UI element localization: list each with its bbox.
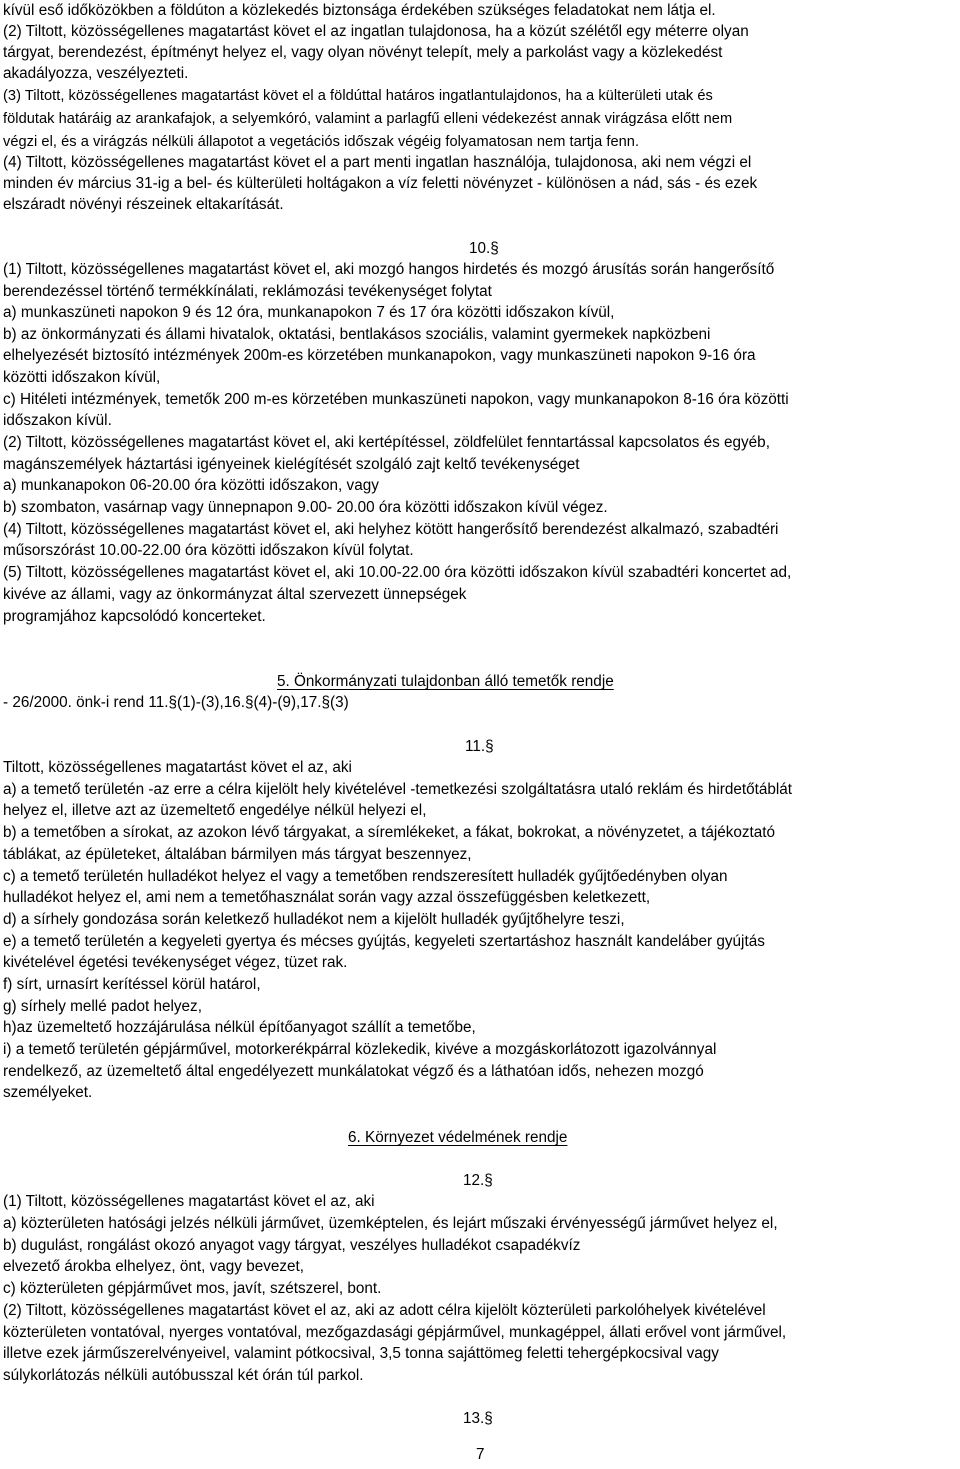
text-line: közterületen vontatóval, nyerges vontatóval, mezőgazdasági gépjárművel, munkagéppel, állati erővel vont járművel, bbox=[3, 1324, 787, 1341]
text-line: programjához kapcsolódó koncerteket. bbox=[3, 608, 266, 625]
text-line: b) az önkormányzati és állami hivatalok, oktatási, bentlakásos szociális, valamint gyermekek napközbeni bbox=[3, 326, 711, 343]
text-line: - 26/2000. önk-i rend 11.§(1)-(3),16.§(4)-(9),17.§(3) bbox=[3, 694, 349, 711]
text-line: (2) Tiltott, közösségellenes magatartást követ el az ingatlan tulajdonosa, ha a közút szélétől egy méterre olyan bbox=[3, 23, 749, 40]
text-line: (2) Tiltott, közösségellenes magatartást követ el az, aki az adott célra kijelölt közterületi parkolóhelyek kivételével bbox=[3, 1302, 766, 1319]
text-line: kivételével égetési tevékenységet végez, tüzet rak. bbox=[3, 954, 348, 971]
text-line: d) a sírhely gondozása során keletkező hulladékot nem a kijelölt hulladék gyűjtőhelyre teszi, bbox=[3, 911, 625, 928]
text-line: c) a temető területén hulladékot helyez el vagy a temetőben rendszeresített hulladék gyűjtőedényben olyan bbox=[3, 868, 728, 885]
text-line: földutak határáig az arankafajok, a selyemkóró, valamint a parlagfű elleni védekezést annak virágzása előtt nem bbox=[3, 111, 733, 127]
text-line: elhelyezését biztosító intézmények 200m-es körzetében munkanapokon, vagy munkaszüneti napokon 9-16 óra bbox=[3, 347, 756, 364]
text-line: illetve ezek járműszerelvényeivel, valamint pótkocsival, 3,5 tonna sajáttömeg feletti tehergépkocsival vagy bbox=[3, 1345, 719, 1362]
text-line: (2) Tiltott, közösségellenes magatartást követ el, aki kertépítéssel, zöldfelület fenntartással kapcsolatos és egyéb, bbox=[3, 434, 770, 451]
text-line: táblákat, az épületeket, általában bármilyen más tárgyat beszennyez, bbox=[3, 846, 472, 863]
section-number-10: 10.§ bbox=[469, 240, 499, 257]
text-line: a) munkanapokon 06-20.00 óra közötti időszakon, vagy bbox=[3, 477, 379, 494]
text-line: Tiltott, közösségellenes magatartást követ el az, aki bbox=[3, 759, 352, 776]
text-line: e) a temető területén a kegyeleti gyertya és mécses gyújtás, kegyeleti szertartáshoz használt kandeláber gyújtás bbox=[3, 933, 765, 950]
text-line: kivéve az állami, vagy az önkormányzat által szervezett ünnepségek bbox=[3, 586, 467, 603]
text-line: magánszemélyek háztartási igényeinek kielégítését szolgáló zajt keltő tevékenységet bbox=[3, 456, 580, 473]
text-line: műsorszórást 10.00-22.00 óra közötti időszakon kívül folytat. bbox=[3, 542, 414, 559]
text-line: (4) Tiltott, közösségellenes magatartást követ el a part menti ingatlan használója, tulajdonosa, aki nem végzi el bbox=[3, 154, 752, 171]
text-line: b) a temetőben a sírokat, az azokon lévő tárgyakat, a síremlékeket, a fákat, bokrokat, a növényzetet, a tájékoztató bbox=[3, 824, 776, 841]
text-line: elvezető árokba elhelyez, önt, vagy bevezet, bbox=[3, 1258, 305, 1275]
text-line: rendelkező, az üzemeltető által engedélyezett munkálatokat végző és a láthatóan idős, nehezen mozgó bbox=[3, 1063, 704, 1080]
section-number-13: 13.§ bbox=[463, 1410, 493, 1427]
text-line: elszáradt növényi részeinek eltakarítását. bbox=[3, 196, 284, 213]
section-number-11: 11.§ bbox=[465, 738, 494, 755]
text-line: személyeket. bbox=[3, 1084, 93, 1101]
text-line: b) szombaton, vasárnap vagy ünnepnapon 9.00- 20.00 óra közötti időszakon kívül végez. bbox=[3, 499, 608, 516]
text-line: (1) Tiltott, közösségellenes magatartást követ el, aki mozgó hangos hirdetés és mozgó árusítás során hangerősítő bbox=[3, 261, 775, 278]
text-line: c) Hitéleti intézmények, temetők 200 m-es körzetében munkaszüneti napokon, vagy munkanapokon 8-16 óra közötti bbox=[3, 391, 789, 408]
section-heading-6: 6. Környezet védelmének rendje bbox=[348, 1129, 568, 1146]
text-line: f) sírt, urnasírt kerítéssel körül határol, bbox=[3, 976, 261, 993]
text-line: i) a temető területén gépjárművel, motorkerékpárral közlekedik, kivéve a mozgáskorlátozott igazolvánnyal bbox=[3, 1041, 717, 1058]
text-line: akadályozza, veszélyezteti. bbox=[3, 65, 189, 82]
section-heading-5: 5. Önkormányzati tulajdonban álló temetők rendje bbox=[277, 673, 614, 690]
text-line: kívül eső időközökben a földúton a közlekedés biztonsága érdekében szükséges feladatokat nem látja el. bbox=[3, 2, 716, 19]
text-line: végzi el, és a virágzás nélküli állapotot a vegetációs időszak végéig folyamatosan nem tartja fenn. bbox=[3, 134, 640, 150]
text-line: (5) Tiltott, közösségellenes magatartást követ el, aki 10.00-22.00 óra közötti időszakon kívül szabadtéri koncertet ad, bbox=[3, 564, 792, 581]
text-line: közötti időszakon kívül, bbox=[3, 369, 161, 386]
text-line: tárgyat, berendezést, építményt helyez el, vagy olyan növényt telepít, mely a parkolást vagy a közlekedést bbox=[3, 44, 723, 61]
text-line: berendezéssel történő termékkínálati, reklámozási tevékenységet folytat bbox=[3, 283, 492, 300]
text-line: g) sírhely mellé padot helyez, bbox=[3, 998, 202, 1015]
text-line: h)az üzemeltető hozzájárulása nélkül építőanyagot szállít a temetőbe, bbox=[3, 1019, 476, 1036]
text-line: (1) Tiltott, közösségellenes magatartást követ el az, aki bbox=[3, 1193, 375, 1210]
text-line: a) közterületen hatósági jelzés nélküli járművet, üzemképtelen, és lejárt műszaki érvényességű járművet helyez el, bbox=[3, 1215, 778, 1232]
text-line: minden év március 31-ig a bel- és külterületi holtágakon a víz feletti növényzet - különösen a nád, sás - és ezek bbox=[3, 175, 758, 192]
text-line: a) munkaszüneti napokon 9 és 12 óra, munkanapokon 7 és 17 óra közötti időszakon kívül, bbox=[3, 304, 615, 321]
page-number: 7 bbox=[476, 1446, 485, 1463]
text-line: súlykorlátozás nélküli autóbusszal két órán túl parkol. bbox=[3, 1367, 364, 1384]
text-line: b) dugulást, rongálást okozó anyagot vagy tárgyat, veszélyes hulladékot csapadékvíz bbox=[3, 1237, 581, 1254]
text-line: c) közterületen gépjárművet mos, javít, szétszerel, bont. bbox=[3, 1280, 382, 1297]
section-number-12: 12.§ bbox=[463, 1172, 493, 1189]
text-line: időszakon kívül. bbox=[3, 412, 112, 429]
text-line: (3) Tiltott, közösségellenes magatartást követ el a földúttal határos ingatlantulajdonos, ha a külterületi utak és bbox=[3, 88, 713, 104]
text-line: hulladékot helyez el, ami nem a temetőhasználat során vagy azzal összefüggésben keletkezett, bbox=[3, 889, 651, 906]
text-line: (4) Tiltott, közösségellenes magatartást követ el, aki helyhez kötött hangerősítő berendezést alkalmazó, szabadtéri bbox=[3, 521, 779, 538]
text-line: helyez el, illetve azt az üzemeltető engedélye nélkül helyezi el, bbox=[3, 802, 427, 819]
text-line: a) a temető területén -az erre a célra kijelölt hely kivételével -temetkezési szolgáltatásra utaló reklám és hirdetőtáblát bbox=[3, 781, 793, 798]
